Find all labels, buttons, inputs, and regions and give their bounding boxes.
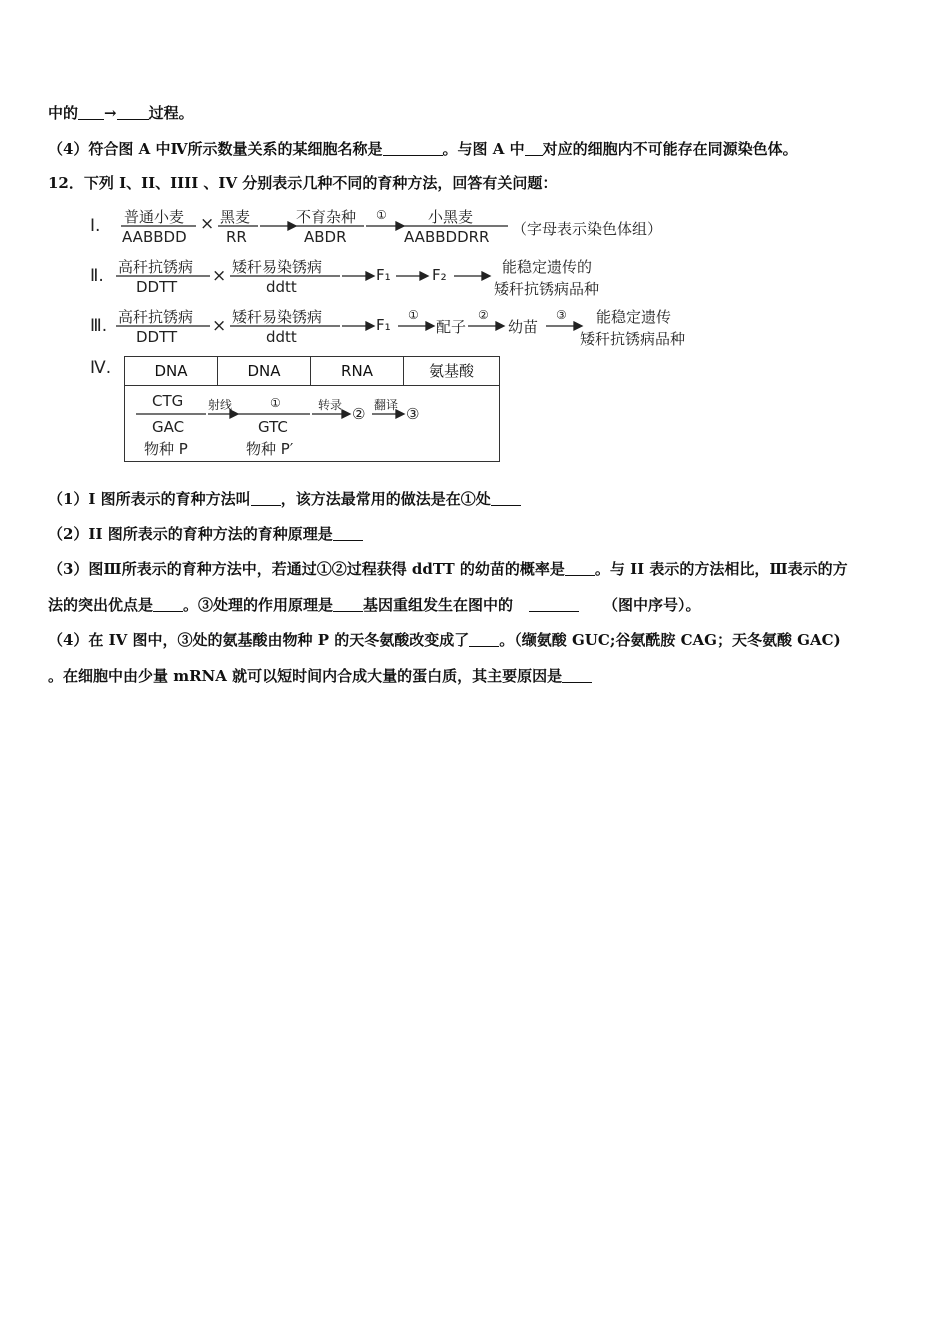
row-II-parent1-name: 高秆抗锈病 xyxy=(118,258,194,276)
blank xyxy=(117,105,149,120)
species-p-strand-top: CTG xyxy=(152,392,184,410)
header-rna: RNA xyxy=(311,357,404,385)
header-dna-2: DNA xyxy=(218,357,311,385)
question-1: （1）I 图所表示的育种方法叫 ，该方法最常用的做法是在①处 xyxy=(48,488,521,509)
row-III-step-2: ② xyxy=(478,308,489,322)
row-I-result-name: 小黑麦 xyxy=(428,208,474,226)
row-III-cross: × xyxy=(212,316,227,336)
row-III-parent2-name: 矮秆易染锈病 xyxy=(232,308,323,326)
row-I-step-1: ① xyxy=(376,208,387,222)
question-3-line-2: 法的突出优点是 。③处理的作用原理是 基因重组发生在图中的 （图中序号）。 xyxy=(48,596,701,614)
row-III-parent2-genotype: ddtt xyxy=(266,328,297,346)
blank xyxy=(153,597,183,612)
breeding-diagram xyxy=(88,202,728,468)
row-III-label: Ⅲ. xyxy=(90,316,108,336)
row-III-step-1: ① xyxy=(408,308,419,322)
row-II-cross: × xyxy=(212,266,227,286)
row-I-hybrid-genotype: ABDR xyxy=(304,228,347,246)
row-III-parent1-genotype: DDTT xyxy=(136,328,178,346)
species-p-prime-name: 物种 P′ xyxy=(246,440,294,458)
row-I-hybrid-name: 不育杂种 xyxy=(296,208,357,226)
blank xyxy=(78,105,104,120)
blank xyxy=(529,597,579,612)
row-I-parent1-genotype: AABBDD xyxy=(122,228,187,246)
row-III-f1: F₁ xyxy=(376,316,391,334)
blank xyxy=(333,597,363,612)
question-3-line-1: （3）图Ⅲ所表示的育种方法中，若通过①②过程获得 ddTT 的幼苗的概率是 。与 II 表示的方法相比，Ⅲ表示的方 xyxy=(48,560,848,578)
question-4-line-2: 。在细胞中由少量 mRNA 就可以短时间内合成大量的蛋白质，其主要原因是 xyxy=(48,665,592,686)
species-p-name: 物种 P xyxy=(144,440,188,458)
header-amino-acid: 氨基酸 xyxy=(428,362,474,380)
blank xyxy=(383,141,443,156)
row-I-cross: × xyxy=(200,214,215,234)
blank xyxy=(491,491,521,506)
row-II-parent2-name: 矮秆易染锈病 xyxy=(232,258,323,276)
row-II-result-line2: 矮秆抗锈病品种 xyxy=(494,280,600,298)
question-2: （2）II 图所表示的育种方法的育种原理是 xyxy=(48,523,363,544)
transcription-label: 转录 xyxy=(318,398,343,412)
row-II-result-line1: 能稳定遗传的 xyxy=(502,258,593,276)
row-II-label: Ⅱ. xyxy=(90,266,104,286)
mutation-step-1: ① xyxy=(270,396,281,410)
species-p-strand-bottom: GAC xyxy=(152,418,185,436)
rna-step-2: ② xyxy=(352,405,366,423)
row-II-parent1-genotype: DDTT xyxy=(136,278,178,296)
row-I-note: （字母表示染色体组） xyxy=(512,220,663,238)
line-1: 中的 → 过程。 xyxy=(48,104,194,122)
blank xyxy=(562,668,592,683)
row-III-parent1-name: 高秆抗锈病 xyxy=(118,308,194,326)
blank xyxy=(333,526,363,541)
row-III-step-3: ③ xyxy=(556,308,567,322)
question-4-line: （4）符合图 A 中Ⅳ所示数量关系的某细胞名称是 。与图 A 中 对应的细胞内不可能存在同源染色体。 xyxy=(48,140,798,158)
species-p-prime-strand: GTC xyxy=(258,418,288,436)
row-II-f1: F₁ xyxy=(376,266,391,284)
question-4-line-1: （4）在 IV 图中，③处的氨基酸由物种 P 的天冬氨酸改变成了 。（缬氨酸 GUC;谷氨酰胺 CAG；天冬氨酸 GAC) xyxy=(48,631,841,649)
row-I-parent2-name: 黑麦 xyxy=(220,208,251,226)
ray-label: 射线 xyxy=(208,398,233,412)
row-II-f2: F₂ xyxy=(432,266,447,284)
row-III-seedling: 幼苗 xyxy=(508,318,539,336)
row-I-parent2-genotype: RR xyxy=(226,228,247,246)
row-II-parent2-genotype: ddtt xyxy=(266,278,297,296)
blank xyxy=(251,491,281,506)
header-dna-1: DNA xyxy=(125,357,218,385)
row-III-result-line1: 能稳定遗传 xyxy=(596,308,672,326)
amino-acid-step-3: ③ xyxy=(406,405,420,423)
question-12-title: 12．下列 I、II、IIII 、IV 分别表示几种不同的育种方法，回答有关问题： xyxy=(48,174,558,192)
row-I-result-genotype: AABBDDRR xyxy=(404,228,490,246)
row-III-gamete: 配子 xyxy=(436,318,467,336)
row-III-result-line2: 矮秆抗锈病品种 xyxy=(580,330,686,348)
blank xyxy=(525,141,543,156)
translation-label: 翻译 xyxy=(374,398,399,412)
row-I-label: Ⅰ. xyxy=(90,216,101,236)
row-IV-label: Ⅳ. xyxy=(90,358,112,378)
table-divider xyxy=(125,385,499,386)
blank xyxy=(469,632,499,647)
blank xyxy=(565,561,595,576)
row-I-parent1-name: 普通小麦 xyxy=(124,208,185,226)
